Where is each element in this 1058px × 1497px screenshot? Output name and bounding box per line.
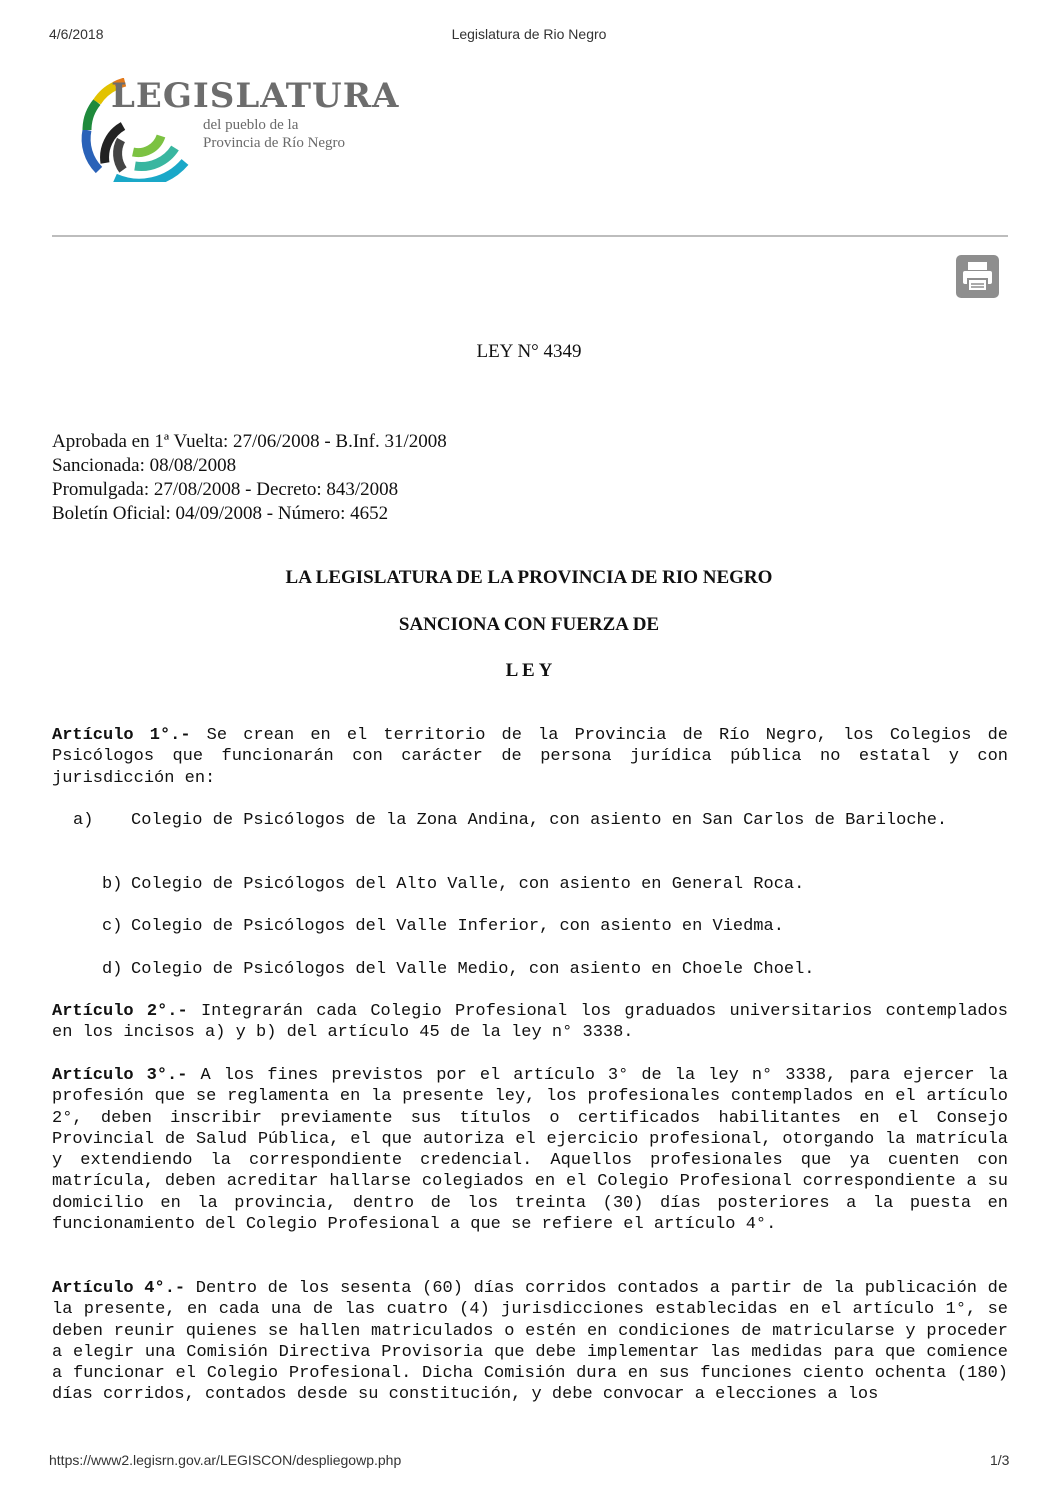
heading-sanciona: SANCIONA CON FUERZA DE (398, 614, 660, 635)
article-1-text: Se crean en el territorio de la Provincia de Río Negro, los Colegios de Psicólogos que funcionarán con carácter de persona jurídica pública no estatal y con jurisdicción en: (52, 726, 1008, 788)
list-item (73, 810, 1008, 831)
list-item-label: b) (102, 875, 123, 894)
logo-title: LEGISLATURA (111, 76, 400, 116)
meta-bulletin: Boletín Oficial: 04/09/2008 - Número: 4652 (52, 503, 389, 524)
logo-subtitle-line-1: del pueblo de la (203, 117, 299, 133)
page-url: https://www2.legisrn.gov.ar/LEGISCON/despliegowp.php (49, 1452, 402, 1468)
list-item-label: d) (102, 960, 123, 979)
logo-subtitle-line-2: Provincia de Río Negro (203, 135, 346, 151)
article-2-text: Integrarán cada Colegio Profesional los graduados universitarios contemplados en los incisos a) y b) del artículo 45 de la ley n° 3338. (52, 1002, 1009, 1043)
list-item (102, 916, 1008, 937)
law-title: LEY N° 4349 (476, 341, 582, 362)
meta-sanctioned: Sancionada: 08/08/2008 (52, 455, 237, 476)
list-item-text: Colegio de Psicólogos del Valle Inferior, con asiento en Viedma. (131, 917, 784, 936)
list-item-label: a) (73, 811, 94, 830)
print-button[interactable] (956, 255, 999, 298)
meta-promulgated: Promulgada: 27/08/2008 - Decreto: 843/2008 (52, 479, 399, 500)
meta-approved: Aprobada en 1ª Vuelta: 27/06/2008 - B.Inf. 31/2008 (52, 431, 447, 452)
article-3-label: Artículo 3°.- (52, 1066, 188, 1085)
article-2 (52, 1001, 1008, 1044)
heading-legislature: LA LEGISLATURA DE LA PROVINCIA DE RIO NEGRO (285, 567, 773, 588)
law-metadata (52, 430, 447, 526)
printer-icon (956, 255, 999, 298)
header-divider (52, 235, 1008, 237)
list-item-text: Colegio de Psicólogos del Alto Valle, con asiento en General Roca. (131, 875, 805, 894)
list-item (102, 874, 1008, 895)
article-3 (52, 1065, 1008, 1235)
page-number: 1/3 (990, 1452, 1010, 1468)
article-1-label: Artículo 1°.- (52, 726, 191, 745)
logo-subtitle (203, 116, 345, 152)
article-4-label: Artículo 4°.- (52, 1279, 186, 1298)
article-4 (52, 1278, 1008, 1406)
list-item-label: c) (102, 917, 123, 936)
page-header-title: Legislatura de Rio Negro (451, 26, 607, 42)
list-item-text: Colegio de Psicólogos del Valle Medio, con asiento en Choele Choel. (131, 960, 815, 979)
print-date: 4/6/2018 (49, 26, 104, 42)
list-item-text: Colegio de Psicólogos de la Zona Andina, con asiento en San Carlos de Bariloche. (131, 811, 948, 830)
heading-ley: L E Y (505, 660, 553, 681)
list-item (102, 959, 1008, 980)
article-1 (52, 725, 1008, 789)
article-3-text: A los fines previstos por el artículo 3° de la ley n° 3338, para ejercer la profesión que se reglamenta en la presente ley, los profesionales contemplados en el artículo 2°, deben inscribir previamente sus títulos o certificados habilitantes en el Consejo Provincial de Salud Pública, el que autoriza el ejercicio profesional, otorgando la matrícula y extendiendo la correspondiente credencial. Aquellos profesionales que ya cuenten con matrícula, deben acreditar hallarse colegiados en el Colegio Profesional correspondiente a su domicilio en la provincia, dentro de los treinta (30) días posteriores a la puesta en funcionamiento del Colegio Profesional a que se refiere el artículo 4°. (52, 1066, 1008, 1235)
article-4-text: Dentro de los sesenta (60) días corridos contados a partir de la publicación de la presente, en cada una de las cuatro (4) jurisdicciones establecidas en el artículo 1°, se deben reunir quienes se hallen matriculados o estén en condiciones de matricularse y proceder a elegir una Comisión Directiva Provisoria que debe implementar las medidas para que comience a funcionar el Colegio Profesional. Dicha Comisión dura en sus funciones ciento ochenta (180) días corridos, contados desde su constitución, y debe convocar a elecciones a los (52, 1279, 1008, 1405)
article-2-label: Artículo 2°.- (52, 1002, 188, 1021)
